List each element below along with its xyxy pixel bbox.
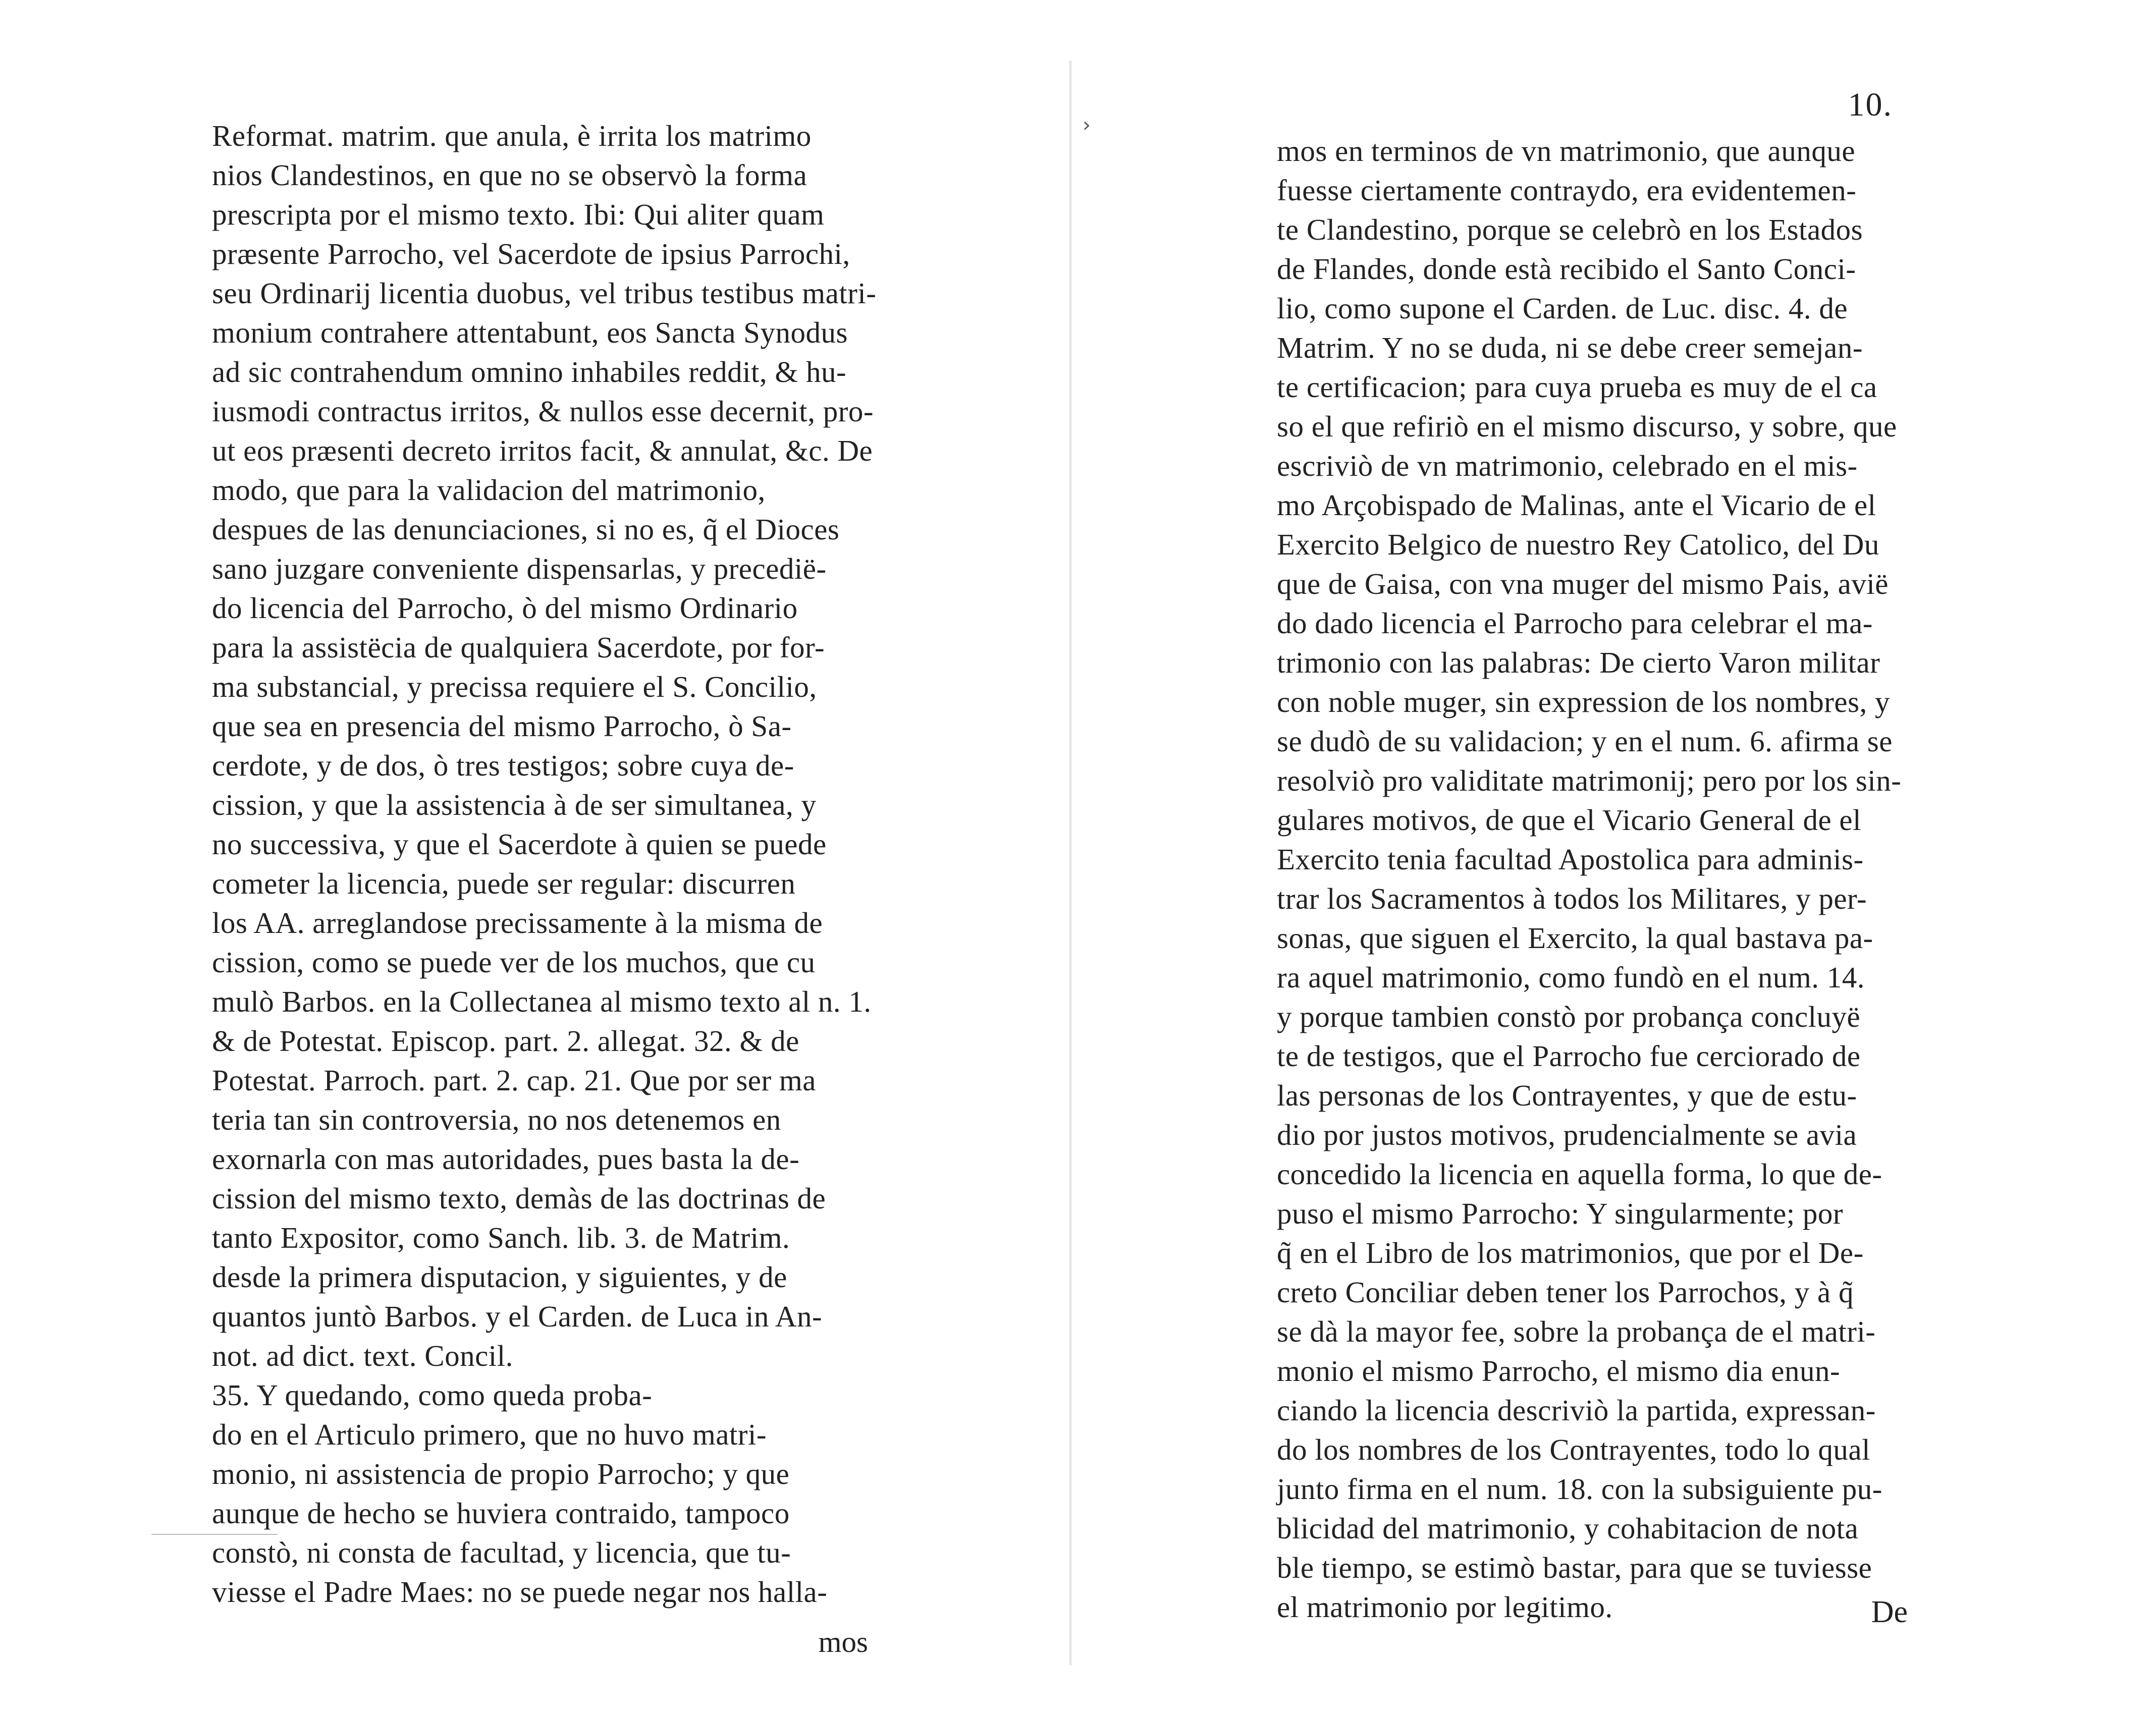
text-line: escriviò de vn matrimonio, celebrado en el mis- [1277, 449, 1858, 482]
page-number: 10. [1848, 86, 1893, 123]
text-line: iusmodi contractus irritos, & nullos esse decernit, pro- [212, 395, 874, 428]
text-line: se dà la mayor fee, sobre la probança de el matri- [1277, 1315, 1876, 1348]
text-line: viesse el Padre Maes: no se puede negar nos halla- [212, 1575, 828, 1609]
text-line: do los nombres de los Contrayentes, todo lo qual [1277, 1433, 1870, 1466]
text-line: monium contrahere attentabunt, eos Sancta Synodus [212, 316, 848, 349]
text-line: para la assistëcia de qualquiera Sacerdote, por for- [212, 631, 825, 664]
text-line: puso el mismo Parrocho: Y singularmente; por [1277, 1197, 1844, 1230]
text-line: Exercito tenia facultad Apostolica para adminis- [1277, 843, 1864, 876]
text-line: constò, ni consta de facultad, y licencia, que tu- [212, 1536, 791, 1569]
text-line: mo Arçobispado de Malinas, ante el Vicario de el [1277, 488, 1876, 522]
text-line: concedido la licencia en aquella forma, lo que de- [1277, 1157, 1882, 1191]
text-line: cission, y que la assistencia à de ser simultanea, y [212, 788, 817, 821]
text-line: ma substancial, y precissa requiere el S. Concilio, [212, 670, 817, 703]
text-line: junto firma en el num. 18. con la subsiguiente pu- [1277, 1472, 1882, 1506]
text-line: monio, ni assistencia de propio Parrocho; y que [212, 1457, 790, 1490]
text-line: cission, como se puede ver de los muchos, que cu [212, 946, 816, 979]
text-line: cerdote, y de dos, ò tres testigos; sobre cuya de- [212, 749, 794, 782]
text-line: Reformat. matrim. que anula, è irrita los matrimo [212, 119, 812, 152]
text-line: ad sic contrahendum omnino inhabiles reddit, & hu- [212, 355, 847, 389]
text-line: trimonio con las palabras: De cierto Varon militar [1277, 646, 1880, 679]
book-gutter [1069, 61, 1072, 1665]
right-page [1277, 86, 1918, 1650]
text-line: ciando la licencia descriviò la partida, expressan- [1277, 1394, 1876, 1427]
text-line: desde la primera disputacion, y siguientes, y de [212, 1260, 787, 1294]
text-line: te Clandestino, porque se celebrò en los Estados [1277, 213, 1863, 246]
text-line: not. ad dict. text. Concil. [212, 1339, 513, 1372]
text-line: creto Conciliar deben tener los Parrochos, y à q̃ [1277, 1276, 1854, 1309]
text-line: blicidad del matrimonio, y cohabitacion de nota [1277, 1512, 1859, 1545]
text-line: sonas, que siguen el Exercito, la qual bastava pa- [1277, 921, 1873, 955]
text-line: præsente Parrocho, vel Sacerdote de ipsius Parrochi, [212, 237, 850, 270]
text-line: los AA. arreglandose precissamente à la misma de [212, 906, 823, 939]
text-line: que de Gaisa, con vna muger del mismo Pais, avië [1277, 567, 1889, 600]
text-line: so el que refiriò en el mismo discurso, y sobre, que [1277, 410, 1897, 443]
text-line: seu Ordinarij licentia duobus, vel tribus testibus matri- [212, 276, 877, 310]
text-line: do en el Articulo primero, que no huvo matri- [212, 1418, 767, 1451]
right-catchword: De [1871, 1595, 1908, 1629]
left-catchword: mos [818, 1625, 868, 1658]
text-line: mos en terminos de vn matrimonio, que aunque [1277, 134, 1856, 168]
text-line: con noble muger, sin expression de los nombres, y [1277, 685, 1891, 718]
text-line: quantos juntò Barbos. y el Carden. de Luca in An- [212, 1300, 823, 1333]
text-line: Matrim. Y no se duda, ni se debe creer semejan- [1277, 331, 1863, 364]
text-line: q̃ en el Libro de los matrimonios, que por el De- [1277, 1236, 1864, 1269]
text-line: 35. Y quedando, como queda proba- [212, 1378, 653, 1412]
text-line: despues de las denunciaciones, si no es, q̃ el Dioces [212, 513, 840, 546]
text-line: ra aquel matrimonio, como fundò en el num. 14. [1277, 961, 1865, 994]
right-page-text [1277, 131, 1901, 1627]
text-line: teria tan sin controversia, no nos detenemos en [212, 1103, 781, 1136]
text-line: sano juzgare conveniente dispensarlas, y precedië- [212, 552, 827, 585]
text-line: Exercito Belgico de nuestro Rey Catolico, del Du [1277, 528, 1879, 561]
text-line: cission del mismo texto, demàs de las doctrinas de [212, 1182, 826, 1215]
text-line: no successiva, y que el Sacerdote à quien se puede [212, 827, 827, 861]
text-line: do dado licencia el Parrocho para celebrar el ma- [1277, 606, 1873, 640]
text-line: resolviò pro validitate matrimonij; pero por los sin- [1277, 764, 1902, 797]
text-line: dio por justos motivos, prudencialmente se avia [1277, 1118, 1857, 1151]
text-line: exornarla con mas autoridades, pues basta la de- [212, 1142, 800, 1176]
text-line: Potestat. Parroch. part. 2. cap. 21. Que por ser ma [212, 1064, 816, 1097]
text-line: prescripta por el mismo texto. Ibi: Qui aliter quam [212, 198, 825, 231]
text-line: de Flandes, donde està recibido el Santo Conci- [1277, 252, 1856, 286]
text-line: gulares motivos, de que el Vicario General de el [1277, 803, 1861, 837]
text-line: el matrimonio por legitimo. [1277, 1590, 1613, 1624]
text-line: se dudò de su validacion; y en el num. 6. afirma se [1277, 725, 1893, 758]
text-line: fuesse ciertamente contraydo, era evidentemen- [1277, 174, 1857, 207]
text-line: aunque de hecho se huviera contraido, tampoco [212, 1497, 790, 1530]
text-line: tanto Expositor, como Sanch. lib. 3. de Matrim. [212, 1221, 790, 1254]
text-line: trar los Sacramentos à todos los Militares, y per- [1277, 882, 1867, 915]
left-page [212, 116, 893, 1658]
text-line: que sea en presencia del mismo Parrocho, ò Sa- [212, 709, 792, 743]
left-page-text [212, 116, 893, 1612]
text-line: ble tiempo, se estimò bastar, para que se tuviesse [1277, 1551, 1872, 1584]
text-line: y porque tambien constò por probança concluyë [1277, 1000, 1861, 1033]
text-line: do licencia del Parrocho, ò del mismo Ordinario [212, 591, 798, 625]
text-line: & de Potestat. Episcop. part. 2. allegat. 32. & de [212, 1024, 799, 1058]
text-line: cometer la licencia, puede ser regular: discurren [212, 867, 796, 900]
text-line: monio el mismo Parrocho, el mismo dia enun- [1277, 1354, 1841, 1388]
text-line: mulò Barbos. en la Collectanea al mismo texto al n. 1. [212, 985, 872, 1018]
text-line: modo, que para la validacion del matrimonio, [212, 473, 766, 507]
gutter-mark: › [1083, 114, 1091, 137]
text-line: te de testigos, que el Parrocho fue cerciorado de [1277, 1039, 1861, 1073]
text-line: ut eos præsenti decreto irritos facit, & annulat, &c. De [212, 434, 873, 467]
text-line: las personas de los Contrayentes, y que de estu- [1277, 1079, 1857, 1112]
text-line: te certificacion; para cuya prueba es muy de el ca [1277, 370, 1877, 404]
text-line: lio, como supone el Carden. de Luc. disc. 4. de [1277, 292, 1848, 325]
text-line: nios Clandestinos, en que no se observò la forma [212, 158, 807, 192]
